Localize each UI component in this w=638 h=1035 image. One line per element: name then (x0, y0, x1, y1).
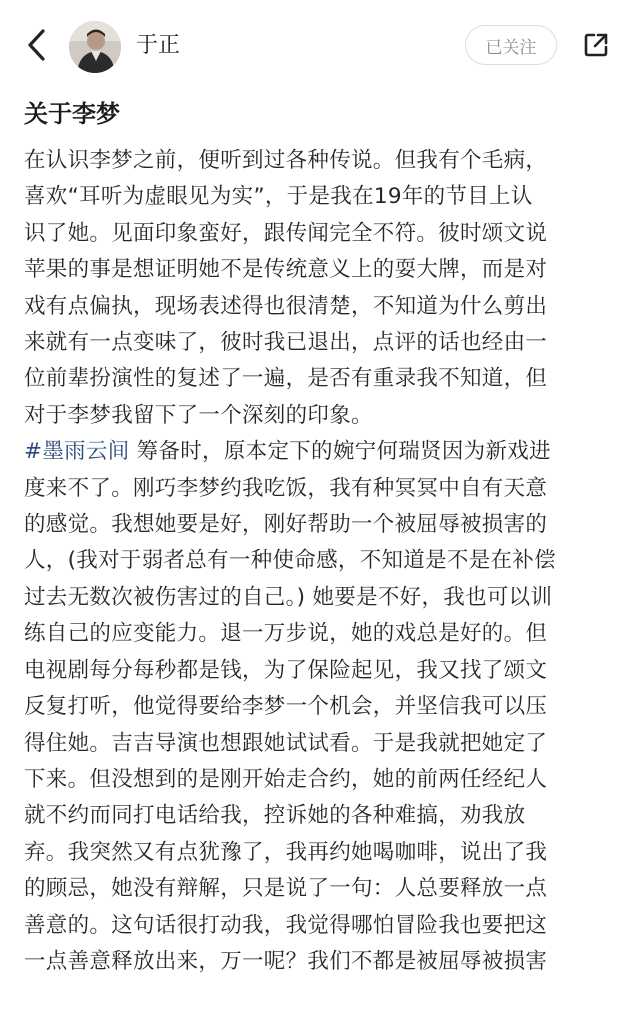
following-button[interactable]: 已关注 (465, 25, 557, 65)
paragraph-1 (24, 143, 624, 434)
text-line: 苹果的事是想证明她不是传统意义上的耍大牌，而是对 (24, 257, 548, 283)
text-line: 的顾忌，她没有辩解，只是说了一句：人总要释放一点 (24, 876, 548, 902)
top-bar (0, 0, 638, 92)
avatar-image (69, 21, 121, 73)
back-button[interactable] (22, 27, 52, 63)
username[interactable]: 于正 (136, 33, 181, 58)
text-line-rest: 筹备时，原本定下的婉宁何瑞贤因为新戏进 (129, 439, 551, 465)
text-line: 戏有点偏执，现场表述得也很清楚，不知道为什么剪出 (24, 293, 548, 319)
text-line: 弃。我突然又有点犹豫了，我再约她喝咖啡，说出了我 (24, 839, 548, 865)
text-line: 对于李梦我留下了一个深刻的印象。 (24, 402, 373, 428)
text-line: 识了她。见面印象蛮好，跟传闻完全不符。彼时颂文说 (24, 220, 548, 246)
text-line: 人，(我对于弱者总有一种使命感，不知道是不是在补偿 (24, 548, 556, 574)
post-title: 关于李梦 (24, 100, 120, 128)
text-line: 度来不了。刚巧李梦约我吃饭，我有种冥冥中自有天意 (24, 475, 548, 501)
text-line: 下来。但没想到的是刚开始走合约，她的前两任经纪人 (24, 766, 548, 792)
text-line: 一点善意释放出来，万一呢？我们不都是被屈辱被损害 (24, 948, 548, 974)
text-line: 过去无数次被伤害过的自己。) 她要是不好，我也可以训 (24, 584, 553, 610)
hashtag-link[interactable]: #墨雨云间 (24, 439, 130, 465)
text-line: 得住她。吉吉导演也想跟她试试看。于是我就把她定了 (24, 730, 548, 756)
text-line: 喜欢“耳听为虚眼见为实”，于是我在19年的节目上认 (24, 184, 533, 210)
paragraph-2 (24, 434, 624, 980)
text-line: 电视剧每分每秒都是钱，为了保险起见，我又找了颂文 (24, 657, 548, 683)
text-line: 在认识李梦之前，便听到过各种传说。但我有个毛病， (24, 148, 548, 173)
text-line: 善意的。这句话很打动我，我觉得哪怕冒险我也要把这 (24, 912, 548, 938)
avatar[interactable] (69, 21, 121, 73)
text-line: 反复打听，他觉得要给李梦一个机会，并坚信我可以压 (24, 694, 548, 720)
chevron-left-icon (26, 28, 48, 62)
text-line: 练自己的应变能力。退一万步说，她的戏总是好的。但 (24, 621, 548, 647)
text-line: 来就有一点变味了，彼时我已退出，点评的话也经由一 (24, 330, 548, 356)
text-line (24, 434, 624, 470)
post-body (24, 143, 624, 980)
share-external-icon (582, 31, 610, 59)
text-line: 的感觉。我想她要是好，刚好帮助一个被屈辱被损害的 (24, 512, 548, 538)
text-line: 位前辈扮演性的复述了一遍，是否有重录我不知道，但 (24, 366, 548, 392)
text-line: 就不约而同打电话给我，控诉她的各种难搞，劝我放 (24, 803, 526, 829)
share-button[interactable] (580, 29, 612, 61)
